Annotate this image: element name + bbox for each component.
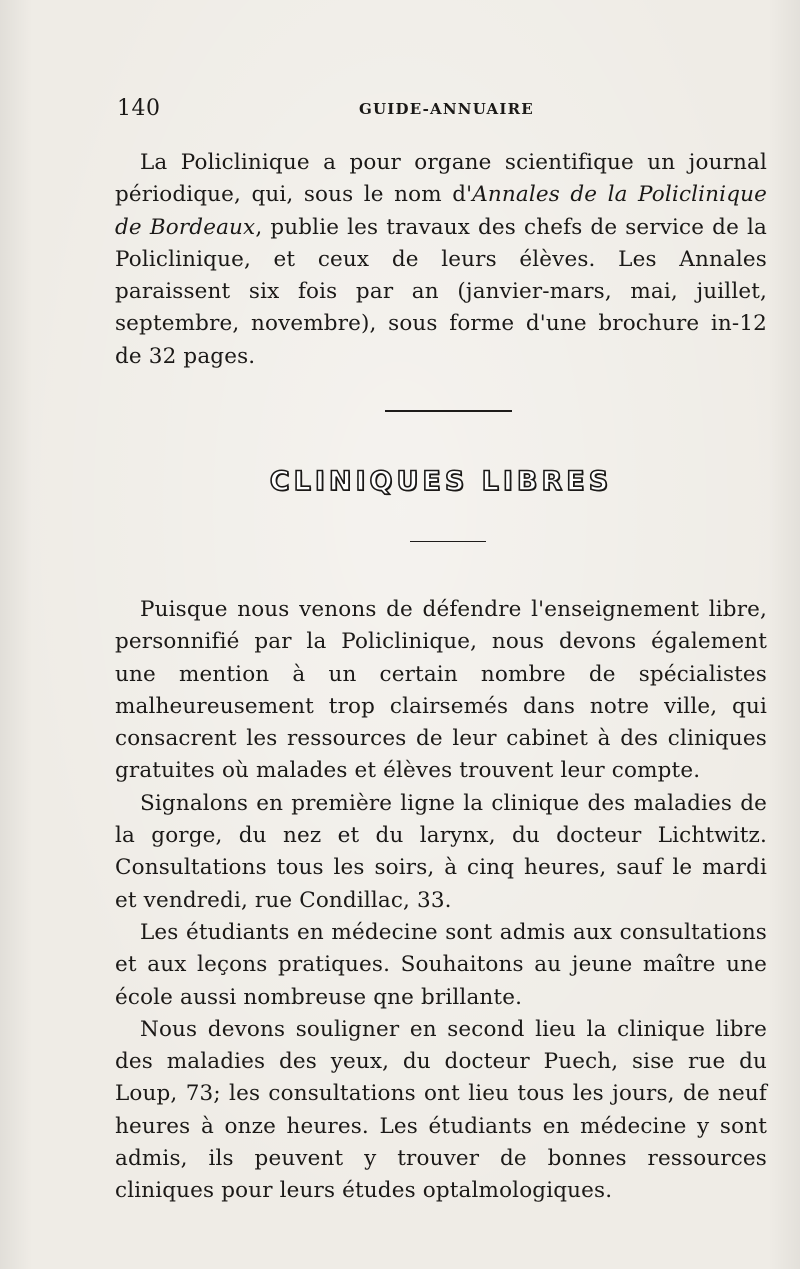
section-body (115, 594, 767, 1208)
page-number: 140 (117, 96, 161, 121)
journal-title: Annales de la Policlinique de Bordeaux (115, 182, 767, 240)
intro-paragraph (115, 147, 767, 373)
running-head (117, 96, 767, 126)
section-heading: CLINIQUES LIBRES (269, 466, 613, 497)
body-paragraph: Signalons en première ligne la clinique des maladies de la gorge, du nez et du larynx, du docteur Lichtwitz. Consultations tous les soirs, à cinq heures, sauf le mardi et vendredi, rue Condillac, 33. (115, 790, 767, 913)
body-paragraph: Les étudiants en médecine sont admis aux consultations et aux leçons pratiques. Souhaitons au jeune maître une école aussi nombreuse qne brillante. (115, 919, 767, 1010)
section-rule-top (385, 410, 512, 412)
body-paragraph: Puisque nous venons de défendre l'enseignement libre, personnifié par la Policlinique, nous devons également une mention à un certain nombre de spécialistes malheureusement trop clairsemés dans notre ville, qui consacrent les ressources de leur cabinet à des cliniques gratuites où malades et élèves trouvent leur compte. (115, 597, 767, 784)
intro-text-part1: La Policlinique a pour organe scientifique un journal périodique, qui, sous le nom d' (115, 150, 767, 208)
intro-text-part2: , publie les travaux des chefs de service de la Policlinique, et ceux de leurs élèves. Les Annales paraissent six fois par an (janvier-mars, mai, juillet, septembre, novembre), sous forme d'une brochure in-12 de 32 pages. (115, 214, 767, 369)
running-title: GUIDE-ANNUAIRE (359, 100, 534, 118)
body-paragraph: Nous devons souligner en second lieu la clinique libre des maladies des yeux, du docteur Puech, sise rue du Loup, 73; les consultations ont lieu tous les jours, de neuf heures à onze heures. Les étudiants en médecine y sont admis, ils peuvent y trouver de bonnes ressources cliniques pour leurs études optalmologiques. (115, 1016, 767, 1204)
section-rule-bottom (410, 541, 486, 542)
intro-text (115, 147, 767, 373)
